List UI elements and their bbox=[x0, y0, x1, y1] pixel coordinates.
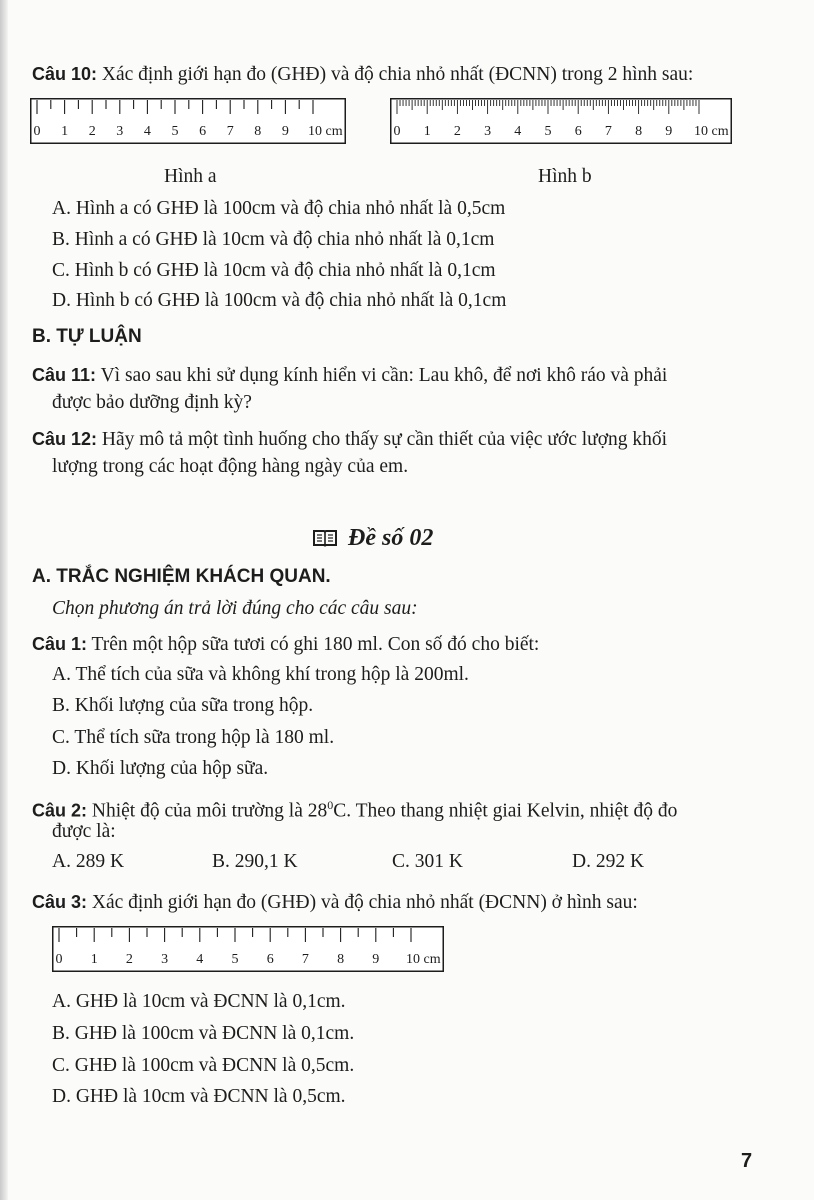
option-c: C. GHĐ là 100cm và ĐCNN là 0,5cm. bbox=[52, 1055, 355, 1076]
ruler-number: 6 bbox=[574, 124, 582, 139]
ruler-number: 3 bbox=[484, 124, 492, 139]
option-d: D. 292 K bbox=[572, 851, 645, 872]
figure-b-caption: Hình b bbox=[538, 166, 592, 187]
ruler-number: 8 bbox=[337, 952, 345, 967]
option-a: A. 289 K bbox=[52, 851, 125, 872]
option-c: C. Thể tích sữa trong hộp là 180 ml. bbox=[52, 727, 335, 748]
exam-title bbox=[312, 524, 433, 555]
ruler-frame bbox=[391, 99, 732, 144]
ruler-number: 1 bbox=[90, 952, 98, 967]
exam-title-text: Đề số 02 bbox=[348, 525, 434, 551]
ruler-unit-label: 10 cm bbox=[406, 952, 441, 967]
option-d: D. Khối lượng của hộp sữa. bbox=[52, 758, 269, 779]
ruler-number: 7 bbox=[604, 124, 612, 139]
ruler-figure-q3 bbox=[52, 926, 444, 972]
question-label: Câu 12: bbox=[32, 429, 98, 449]
ruler-number: 2 bbox=[453, 124, 461, 139]
question-label: Câu 1: bbox=[32, 634, 88, 654]
question-text: Nhiệt độ của môi trường là 28 bbox=[91, 800, 328, 822]
ruler-number: 5 bbox=[171, 124, 179, 139]
ruler-number: 2 bbox=[125, 952, 133, 967]
question-10 bbox=[32, 62, 693, 87]
ruler-number: 5 bbox=[544, 124, 552, 139]
section-heading: A. TRẮC NGHIỆM KHÁCH QUAN. bbox=[32, 566, 331, 587]
option-c: C. Hình b có GHĐ là 10cm và độ chia nhỏ nhất là 0,1cm bbox=[52, 260, 496, 281]
ruler-number: 7 bbox=[301, 952, 309, 967]
ruler-number: 8 bbox=[254, 124, 262, 139]
ruler-number: 9 bbox=[281, 124, 289, 139]
question-2 bbox=[32, 793, 677, 824]
question-12-continued: lượng trong các hoạt động hàng ngày của em. bbox=[52, 456, 409, 477]
option-b: B. Hình a có GHĐ là 10cm và độ chia nhỏ nhất là 0,1cm bbox=[52, 229, 495, 250]
ruler-number: 5 bbox=[231, 952, 239, 967]
question-text: Trên một hộp sữa tươi có ghi 180 ml. Con số đó cho biết: bbox=[91, 634, 540, 655]
option-d: D. Hình b có GHĐ là 100cm và độ chia nhỏ nhất là 0,1cm bbox=[52, 290, 507, 311]
ruler-number: 3 bbox=[116, 124, 124, 139]
question-3 bbox=[32, 890, 638, 915]
ruler-unit-label: 10 cm bbox=[694, 124, 729, 139]
book-icon bbox=[312, 527, 338, 555]
question-text: Xác định giới hạn đo (GHĐ) và độ chia nhỏ nhất (ĐCNN) trong 2 hình sau: bbox=[101, 64, 694, 85]
option-a: A. Thể tích của sữa và không khí trong hộp là 200ml. bbox=[52, 664, 469, 685]
question-11-continued: được bảo dưỡng định kỳ? bbox=[52, 392, 252, 413]
ruler-number: 1 bbox=[61, 124, 69, 139]
ruler-number: 9 bbox=[665, 124, 673, 139]
figure-a-caption: Hình a bbox=[164, 166, 217, 187]
option-d: D. GHĐ là 10cm và ĐCNN là 0,5cm. bbox=[52, 1086, 346, 1107]
ruler-number: 6 bbox=[199, 124, 207, 139]
ruler-number: 0 bbox=[33, 124, 41, 139]
ruler-figure-b bbox=[390, 98, 732, 144]
question-1 bbox=[32, 632, 539, 657]
option-b: B. GHĐ là 100cm và ĐCNN là 0,1cm. bbox=[52, 1023, 355, 1044]
temperature-superscript: 0 bbox=[327, 798, 334, 812]
option-a: A. GHĐ là 10cm và ĐCNN là 0,1cm. bbox=[52, 991, 346, 1012]
option-c: C. 301 K bbox=[392, 851, 463, 872]
option-a: A. Hình a có GHĐ là 100cm và độ chia nhỏ nhất là 0,5cm bbox=[52, 198, 506, 219]
ruler-number: 8 bbox=[635, 124, 643, 139]
ruler-number: 4 bbox=[143, 124, 151, 139]
ruler-number: 4 bbox=[514, 124, 522, 139]
question-text-continued: C. Theo thang nhiệt giai Kelvin, nhiệt độ đo bbox=[333, 800, 678, 822]
question-2-continued: được là: bbox=[52, 821, 116, 842]
ruler-number: 2 bbox=[88, 124, 96, 139]
question-label: Câu 10: bbox=[32, 64, 98, 84]
question-label: Câu 11: bbox=[32, 365, 97, 385]
option-b: B. Khối lượng của sữa trong hộp. bbox=[52, 695, 314, 716]
question-label: Câu 3: bbox=[32, 892, 88, 912]
question-label: Câu 2: bbox=[32, 800, 88, 821]
question-text: Vì sao sau khi sử dụng kính hiển vi cần: Lau khô, để nơi khô ráo và phải bbox=[100, 365, 668, 386]
instruction-text: Chọn phương án trả lời đúng cho các câu sau: bbox=[52, 598, 418, 619]
ruler-number: 6 bbox=[266, 952, 274, 967]
ruler-unit-label: 10 cm bbox=[308, 124, 343, 139]
ruler-number: 0 bbox=[55, 952, 63, 967]
question-11 bbox=[32, 363, 667, 388]
question-12 bbox=[32, 427, 667, 452]
ruler-number: 1 bbox=[423, 124, 431, 139]
question-text: Xác định giới hạn đo (GHĐ) và độ chia nhỏ nhất (ĐCNN) ở hình sau: bbox=[91, 892, 638, 913]
ruler-number: 9 bbox=[372, 952, 380, 967]
page-number: 7 bbox=[741, 1150, 753, 1172]
section-heading: B. TỰ LUẬN bbox=[32, 326, 142, 347]
question-text: Hãy mô tả một tình huống cho thấy sự cần thiết của việc ước lượng khối bbox=[101, 429, 668, 450]
ruler-number: 0 bbox=[393, 124, 401, 139]
option-b: B. 290,1 K bbox=[212, 851, 298, 872]
ruler-figure-a bbox=[30, 98, 346, 144]
ruler-number: 3 bbox=[161, 952, 169, 967]
ruler-number: 4 bbox=[196, 952, 204, 967]
ruler-number: 7 bbox=[226, 124, 234, 139]
